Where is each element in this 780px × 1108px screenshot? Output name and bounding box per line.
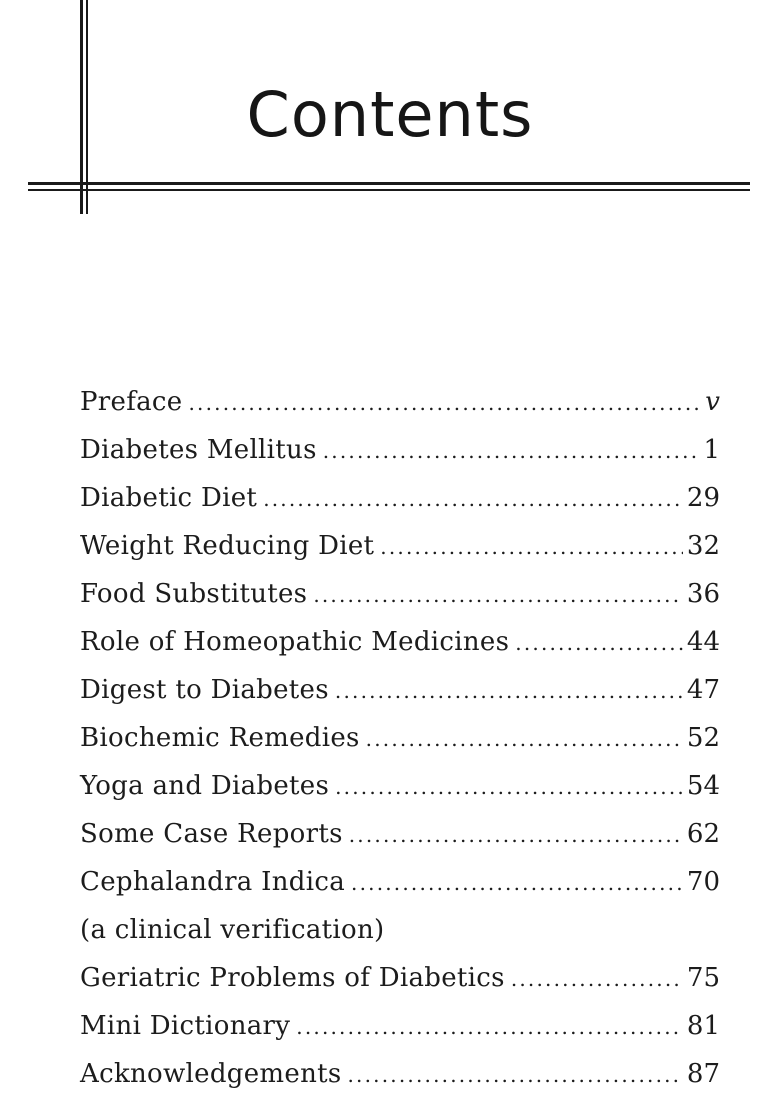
toc-entry-page: v <box>705 387 720 417</box>
toc-entry-acknowledgements[interactable] <box>80 1050 720 1098</box>
toc-entry-page: 32 <box>686 531 720 561</box>
toc-entry-page: 62 <box>686 819 720 849</box>
toc-entry-weight-reducing-diet[interactable] <box>80 522 720 570</box>
dot-leader <box>511 954 683 1003</box>
toc-entry-label: Mini Dictionary <box>80 1011 291 1041</box>
toc-entry-preface[interactable] <box>80 378 720 426</box>
toc-entry-label: Geriatric Problems of Diabetics <box>80 963 505 993</box>
toc-entry-label: Cephalandra Indica <box>80 867 346 897</box>
toc-entry-label: Diabetic Diet <box>80 483 258 513</box>
dot-leader <box>263 474 683 523</box>
toc-entry-diabetes-mellitus[interactable] <box>80 426 720 474</box>
toc-entry-page: 70 <box>686 867 720 897</box>
toc-entry-page: 1 <box>703 435 720 465</box>
toc-entry-label: Acknowledgements <box>80 1059 342 1089</box>
dot-leader <box>366 714 683 763</box>
toc-entry-subtitle: (a clinical verification) <box>80 915 385 945</box>
toc-entry-page: 75 <box>686 963 720 993</box>
dot-leader <box>313 570 683 619</box>
toc-entry-geriatric-problems-of-diabetics[interactable] <box>80 954 720 1002</box>
toc-entry-label: Food Substitutes <box>80 579 308 609</box>
dot-leader <box>323 426 700 475</box>
dot-leader <box>348 1050 683 1099</box>
dot-leader <box>335 666 683 715</box>
toc-entry-page: 81 <box>686 1011 720 1041</box>
toc-entry-some-case-reports[interactable] <box>80 810 720 858</box>
dot-leader <box>349 810 683 859</box>
page-title: Contents <box>246 78 534 151</box>
toc-entry-yoga-and-diabetes[interactable] <box>80 762 720 810</box>
dot-leader <box>335 762 683 811</box>
toc-entry-page: 44 <box>686 627 720 657</box>
dot-leader <box>296 1002 683 1051</box>
toc-entry-label: Diabetes Mellitus <box>80 435 317 465</box>
toc-entry-mini-dictionary[interactable] <box>80 1002 720 1050</box>
toc-entry-label: Weight Reducing Diet <box>80 531 375 561</box>
toc-entry-cephalandra-indica[interactable] <box>80 858 720 906</box>
toc-entry-label: Preface <box>80 387 183 417</box>
toc-entry-food-substitutes[interactable] <box>80 570 720 618</box>
table-of-contents <box>80 378 720 1098</box>
toc-entry-label: Yoga and Diabetes <box>80 771 330 801</box>
dot-leader <box>380 522 683 571</box>
toc-entry-role-of-homeopathic-medicines[interactable] <box>80 618 720 666</box>
toc-entry-label: Role of Homeopathic Medicines <box>80 627 510 657</box>
dot-leader <box>188 378 701 427</box>
toc-entry-page: 54 <box>686 771 720 801</box>
toc-entry-page: 87 <box>686 1059 720 1089</box>
toc-entry-diabetic-diet[interactable] <box>80 474 720 522</box>
toc-entry-page: 36 <box>686 579 720 609</box>
toc-entry-label: Biochemic Remedies <box>80 723 360 753</box>
dot-leader <box>351 858 683 907</box>
toc-entry-page: 29 <box>686 483 720 513</box>
toc-entry-biochemic-remedies[interactable] <box>80 714 720 762</box>
toc-entry-page: 52 <box>686 723 720 753</box>
toc-entry-page: 47 <box>686 675 720 705</box>
horizontal-rule <box>28 189 750 191</box>
toc-entry-label: Some Case Reports <box>80 819 343 849</box>
dot-leader <box>515 618 683 667</box>
horizontal-rule <box>28 182 750 185</box>
toc-entry-digest-to-diabetes[interactable] <box>80 666 720 714</box>
toc-entry-label: Digest to Diabetes <box>80 675 329 705</box>
